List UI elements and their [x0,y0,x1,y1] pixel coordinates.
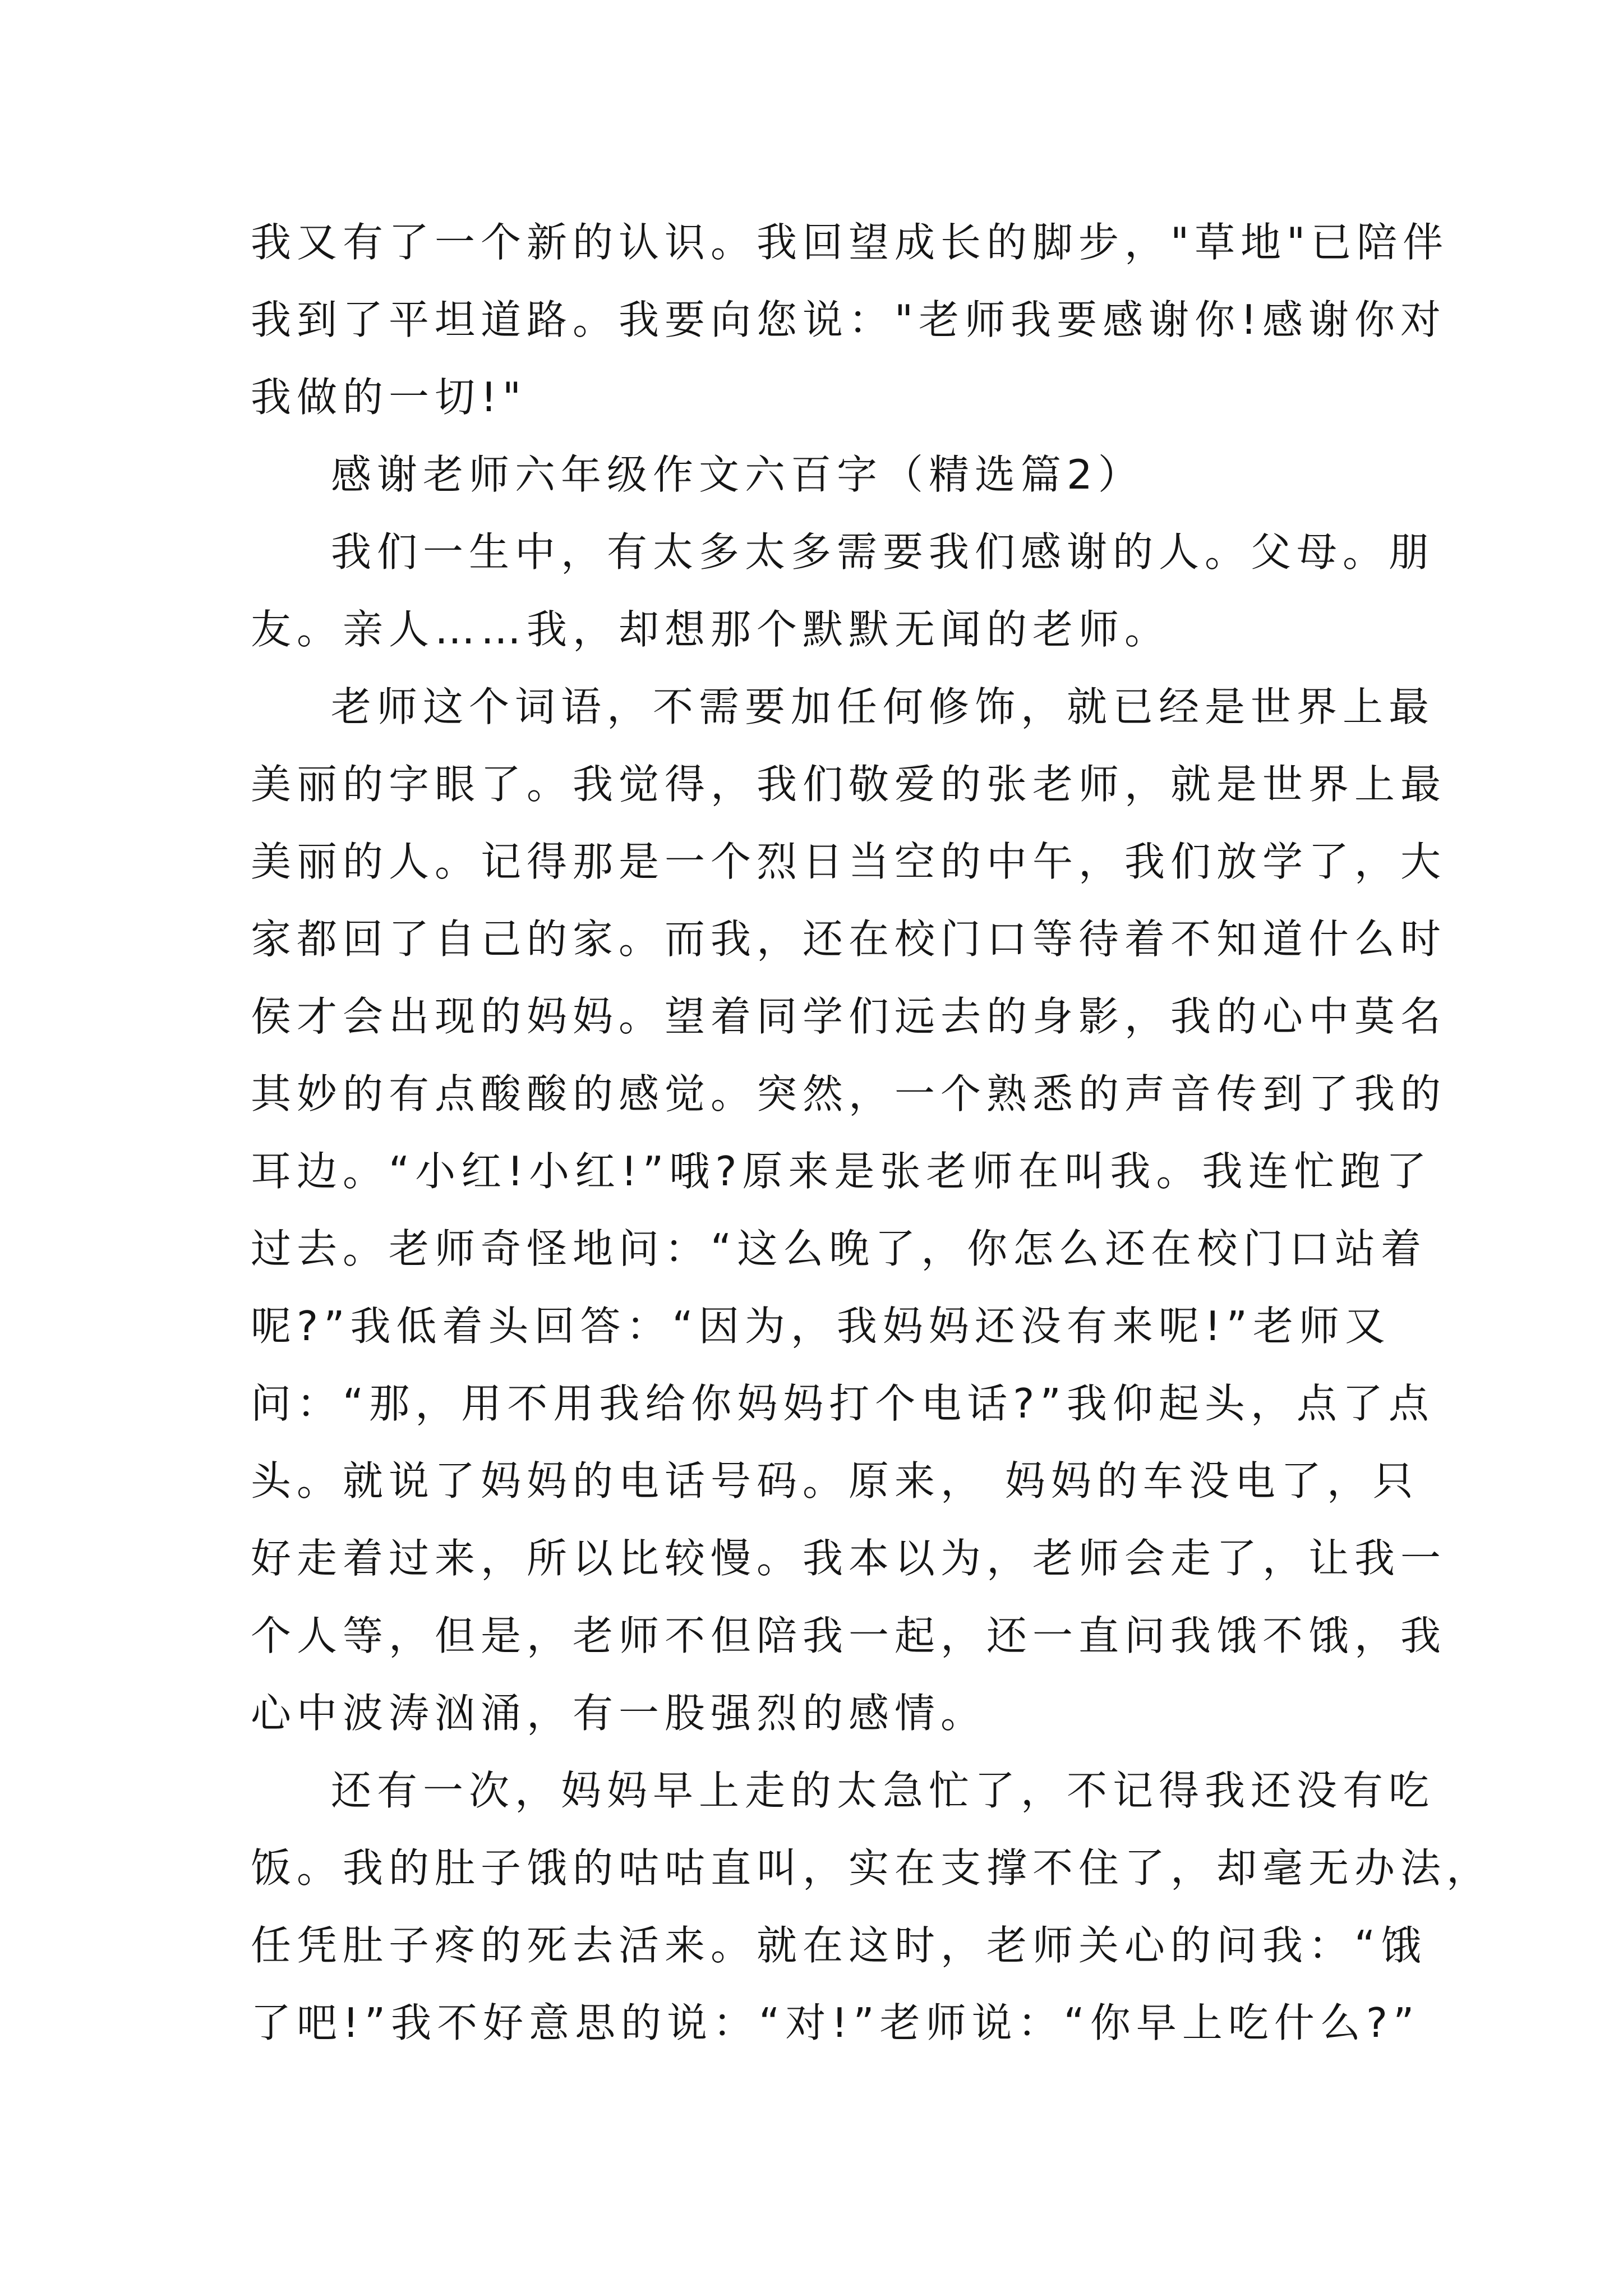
section-heading: 感谢老师六年级作文六百字（精选篇2） [331,451,1144,498]
paragraph-line: 个人等，但是，老师不但陪我一起，还一直问我饿不饿，我 [251,1612,1447,1659]
paragraph-line: 我又有了一个新的认识。我回望成长的脚步，"草地"已陪伴 [251,219,1449,266]
paragraph-line: 过去。老师奇怪地问：“这么晚了，你怎么还在校门口站着 [251,1225,1427,1272]
paragraph-line: 好走着过来，所以比较慢。我本以为，老师会走了，让我一 [251,1535,1447,1582]
paragraph-line: 还有一次，妈妈早上走的太急忙了，不记得我还没有吃 [331,1767,1435,1814]
paragraph-line: 问：“那，用不用我给你妈妈打个电话?”我仰起头，点了点 [251,1380,1435,1427]
paragraph-line: 我们一生中，有太多太多需要我们感谢的人。父母。朋 [331,528,1435,576]
paragraph-line: 我做的一切!" [251,374,527,421]
paragraph-line: 任凭肚子疼的死去活来。就在这时，老师关心的问我：“饿 [251,1922,1427,1969]
paragraph-line: 心中波涛汹涌，有一股强烈的感情。 [251,1690,987,1737]
paragraph-line: 友。亲人……我，却想那个默默无闻的老师。 [251,606,1171,653]
paragraph-line: 耳边。“小红!小红!”哦?原来是张老师在叫我。我连忙跑了 [251,1148,1432,1195]
paragraph-line: 其妙的有点酸酸的感觉。突然，一个熟悉的声音传到了我的 [251,1070,1447,1117]
paragraph-line: 家都回了自己的家。而我，还在校门口等待着不知道什么时 [251,915,1447,963]
paragraph-line: 了吧!”我不好意思的说：“对!”老师说：“你早上吃什么?” [251,1999,1420,2046]
paragraph-line: 美丽的人。记得那是一个烈日当空的中午，我们放学了，大 [251,838,1447,885]
paragraph-line: 老师这个词语，不需要加任何修饰，就已经是世界上最 [331,683,1435,730]
paragraph-line: 侯才会出现的妈妈。望着同学们远去的身影，我的心中莫名 [251,993,1447,1040]
paragraph-line: 我到了平坦道路。我要向您说："老师我要感谢你!感谢你对 [251,296,1446,343]
paragraph-line: 饭。我的肚子饿的咕咕直叫，实在支撑不住了，却毫无办法， [251,1844,1493,1892]
paragraph-line: 呢?”我低着头回答：“因为，我妈妈还没有来呢!”老师又 [251,1303,1391,1350]
paragraph-line: 美丽的字眼了。我觉得，我们敬爱的张老师，就是世界上最 [251,761,1447,808]
paragraph-line: 头。就说了妈妈的电话号码。原来， 妈妈的车没电了，只 [251,1457,1419,1504]
